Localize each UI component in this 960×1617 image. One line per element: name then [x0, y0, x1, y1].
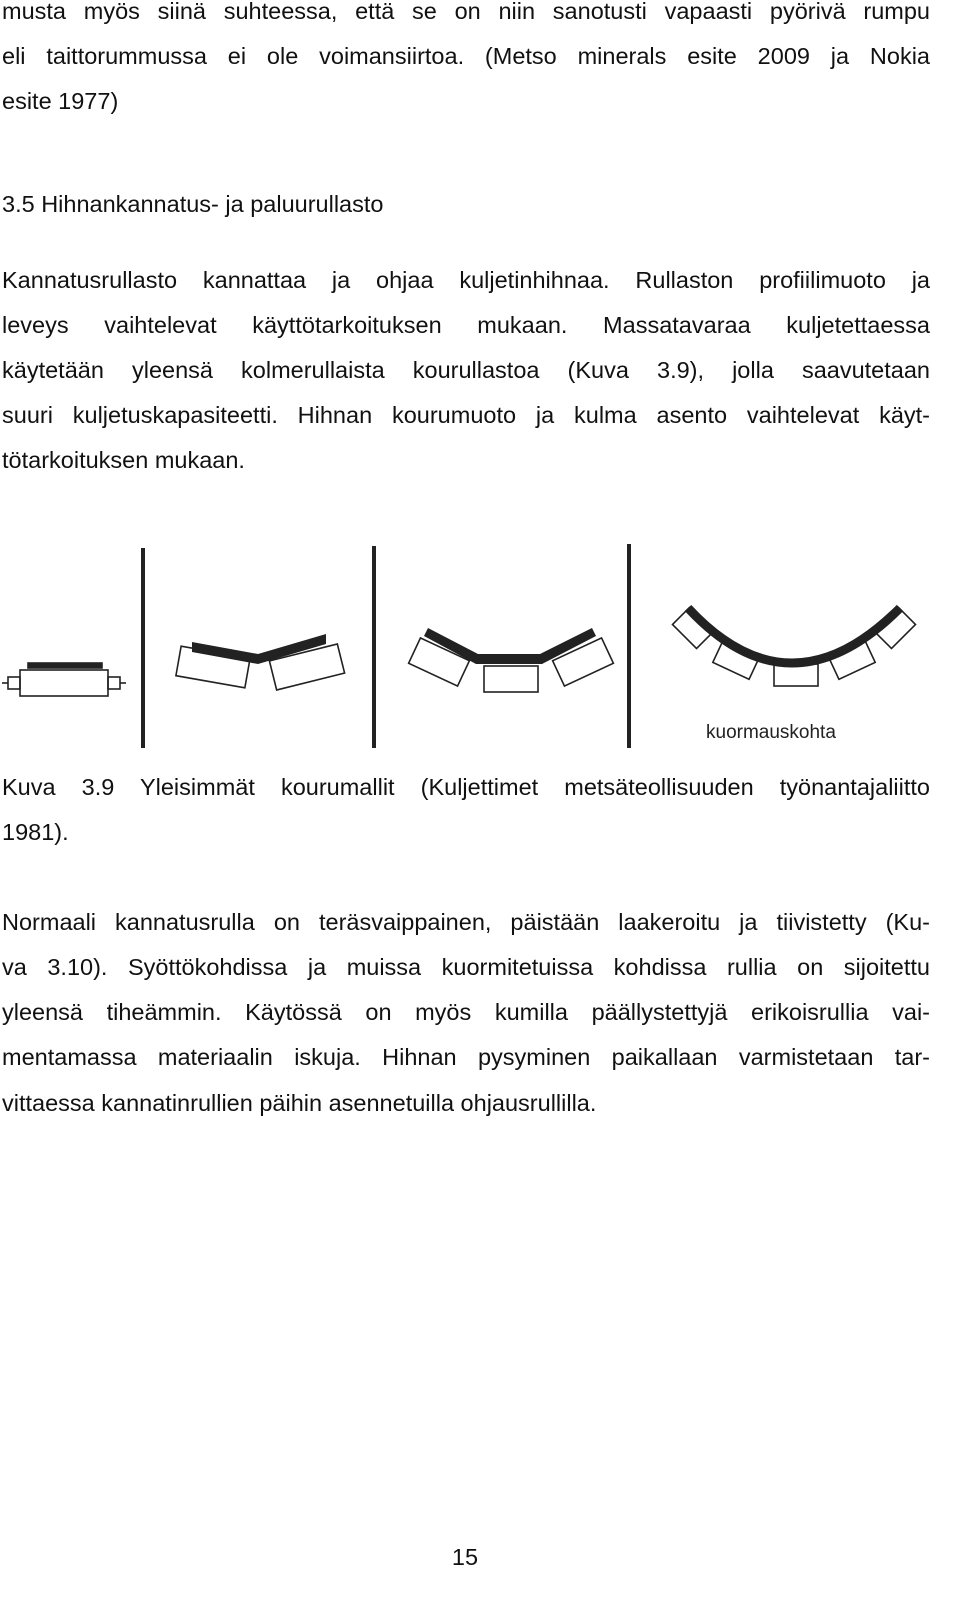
three-roll-trough-drawing	[409, 628, 614, 692]
section-line-1: Kannatusrullasto kannattaa ja ohjaa kuljetinhihnaa. Rullaston profiilimuoto ja	[2, 267, 930, 293]
section-heading: 3.5 Hihnankannatus- ja paluurullasto	[2, 191, 384, 217]
paragraph2-line-5: vittaessa kannatinrullien päihin asennetuilla ohjausrullilla.	[2, 1090, 597, 1116]
paragraph2-line-4: mentamassa materiaalin iskuja. Hihnan pysyminen paikallaan varmistetaan tar-	[2, 1044, 930, 1070]
intro-line-2: eli taittorummussa ei ole voimansiirtoa. (Metso minerals esite 2009 ja Nokia	[2, 43, 930, 69]
two-roll-trough-drawing	[176, 634, 345, 690]
section-line-4: suuri kuljetuskapasiteetti. Hihnan kourumuoto ja kulma asento vaihtelevat käyt-	[2, 402, 930, 428]
trough-profiles-figure	[0, 530, 940, 755]
section-line-3: käytetään yleensä kolmerullaista kourullastoa (Kuva 3.9), jolla saavutetaan	[2, 357, 930, 383]
section-line-2: leveys vaihtelevat käyttötarkoituksen mukaan. Massatavaraa kuljetettaessa	[2, 312, 930, 338]
intro-line-1: musta myös siinä suhteessa, että se on niin sanotusti vapaasti pyörivä rumpu	[2, 0, 930, 24]
paragraph2-line-2: va 3.10). Syöttökohdissa ja muissa kuormitetuissa kohdissa rullia on sijoitettu	[2, 954, 930, 980]
section-line-5: tötarkoituksen mukaan.	[2, 447, 245, 473]
page-number: 15	[451, 1544, 479, 1570]
intro-line-3: esite 1977)	[2, 88, 119, 114]
flat-idler-drawing	[2, 663, 126, 696]
figure-caption-line-2: 1981).	[2, 819, 69, 845]
paragraph2-line-1: Normaali kannatusrulla on teräsvaippainen, päistään laakeroitu ja tiivistetty (Ku-	[2, 909, 930, 935]
paragraph2-line-3: yleensä tiheämmin. Käytössä on myös kumilla päällystettyjä erikoisrullia vai-	[2, 999, 930, 1025]
deep-trough-drawing	[672, 607, 915, 686]
loading-point-label: kuormauskohta	[706, 722, 836, 743]
figure-caption-line-1: Kuva 3.9 Yleisimmät kourumallit (Kuljettimet metsäteollisuuden työnantajaliitto	[2, 774, 930, 800]
